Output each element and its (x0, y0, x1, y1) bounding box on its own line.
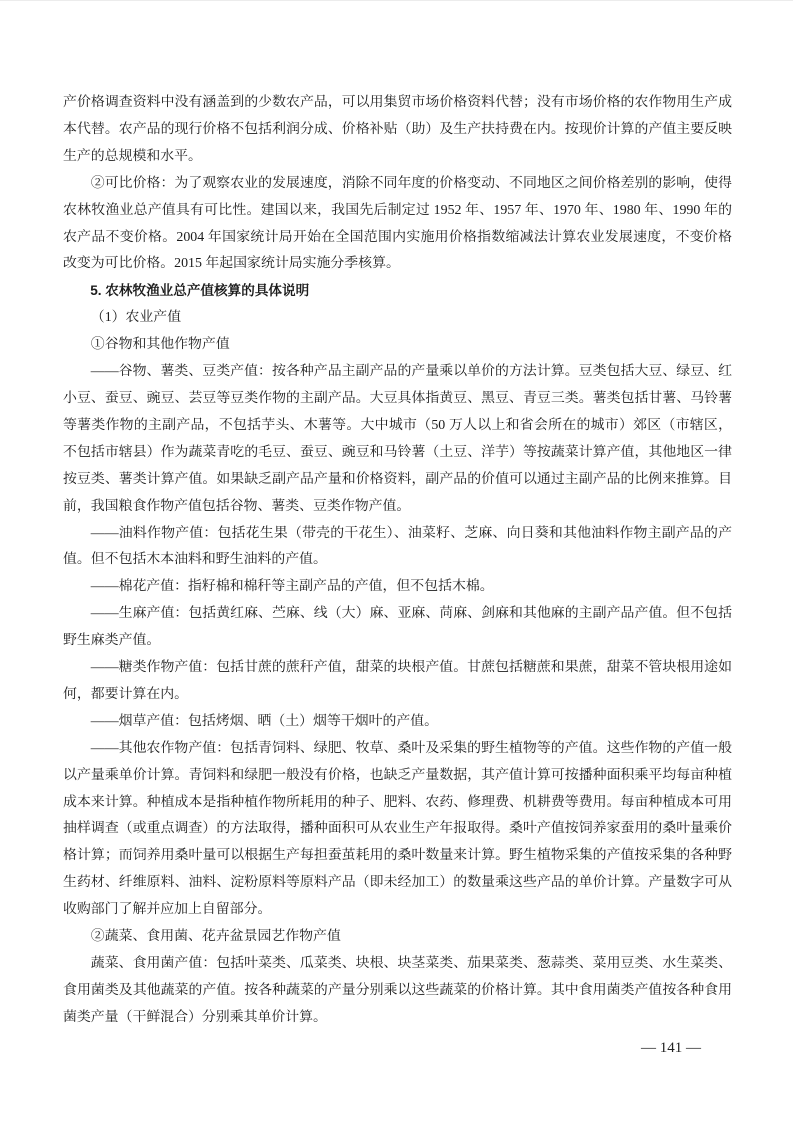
body-paragraph: ——糖类作物产值：包括甘蔗的蔗秆产值，甜菜的块根产值。甘蔗包括糖蔗和果蔗，甜菜不管块根用途如何，都要计算在内。 (63, 660, 732, 702)
body-paragraph: 蔬菜、食用菌产值：包括叶菜类、瓜菜类、块根、块茎菜类、茄果菜类、葱蒜类、菜用豆类、水生菜类、食用菌类及其他蔬菜的产值。按各种蔬菜的产量分别乘以这些蔬菜的价格计算。其中食用菌类产值按各种食用菌类产量（干鲜混合）分别乘其单价计算。 (63, 956, 732, 1025)
body-paragraph: ——油料作物产值：包括花生果（带壳的干花生）、油菜籽、芝麻、向日葵和其他油料作物主副产品的产值。但不包括木本油料和野生油料的产值。 (63, 525, 732, 568)
subsection-heading: （1）农业产值 (90, 310, 182, 326)
body-paragraph: ——烟草产值：包括烤烟、晒（土）烟等干烟叶的产值。 (90, 713, 439, 729)
subsection-heading: ①谷物和其他作物产值 (90, 337, 230, 353)
body-paragraph: ——生麻产值：包括黄红麻、苎麻、线（大）麻、亚麻、苘麻、剑麻和其他麻的主副产品产值。但不包括野生麻类产值。 (63, 606, 732, 649)
body-paragraph: ②可比价格：为了观察农业的发展速度，消除不同年度的价格变动、不同地区之间价格差别的影响，使得农林牧渔业总产值具有可比性。建国以来，我国先后制定过 1952 年、1957 年、1970 年、1980 年、1990 年的农产品不变价格。2004 年国家统计局开始在全国范围内实施用价格指数缩减法计算农业发展速度，不变价格改变为可比价格。2015 年起国家统计局实施分季核算。 (63, 175, 732, 272)
body-paragraph: ——谷物、薯类、豆类产值：按各种产品主副产品的产量乘以单价的方法计算。豆类包括大豆、绿豆、红小豆、蚕豆、豌豆、芸豆等豆类作物的主副产品。大豆具体指黄豆、黑豆、青豆三类。薯类包括甘薯、马铃薯等薯类作物的主副产品，不包括芋头、木薯等。大中城市（50 万人以上和省会所在的城市）郊区（市辖区，不包括市辖县）作为蔬菜青吃的毛豆、蚕豆、豌豆和马铃薯（土豆、洋芋）等按蔬菜计算产值，其他地区一律按豆类、薯类计算产值。如果缺乏副产品产量和价格资料，副产品的价值可以通过主副产品的比例来推算。目前，我国粮食作物产值包括谷物、薯类、豆类作物产值。 (63, 364, 732, 514)
section-heading: 5. 农林牧渔业总产值核算的具体说明 (90, 283, 310, 299)
page-body-text (63, 90, 732, 1032)
body-paragraph: 产价格调查资料中没有涵盖到的少数农产品，可以用集贸市场价格资料代替；没有市场价格的农作物用生产成本代替。农产品的现行价格不包括利润分成、价格补贴（助）及生产扶持费在内。按现价计算的产值主要反映生产的总规模和水平。 (63, 95, 732, 164)
page-number: — 141 — (641, 1040, 701, 1056)
page-top-edge (0, 0, 793, 1)
subsection-heading: ②蔬菜、食用菌、花卉盆景园艺作物产值 (90, 929, 341, 945)
body-paragraph: ——棉花产值：指籽棉和棉秆等主副产品的产值，但不包括木棉。 (90, 579, 494, 595)
body-paragraph: ——其他农作物产值：包括青饲料、绿肥、牧草、桑叶及采集的野生植物等的产值。这些作物的产值一般以产量乘单价计算。青饲料和绿肥一般没有价格，也缺乏产量数据，其产值计算可按播种面积乘平均每亩种植成本来计算。种植成本是指种植作物所耗用的种子、肥料、农药、修理费、机耕费等费用。每亩种植成本可用抽样调查（或重点调查）的方法取得，播种面积可从农业生产年报取得。桑叶产值按饲养家蚕用的桑叶量乘价格计算；而饲养用桑叶量可以根据生产每担蚕茧耗用的桑叶数量来计算。野生植物采集的产值按采集的各种野生药材、纤维原料、油料、淀粉原料等原料产品（即未经加工）的数量乘这些产品的单价计算。产量数字可从收购部门了解并应加上自留部分。 (63, 740, 732, 918)
